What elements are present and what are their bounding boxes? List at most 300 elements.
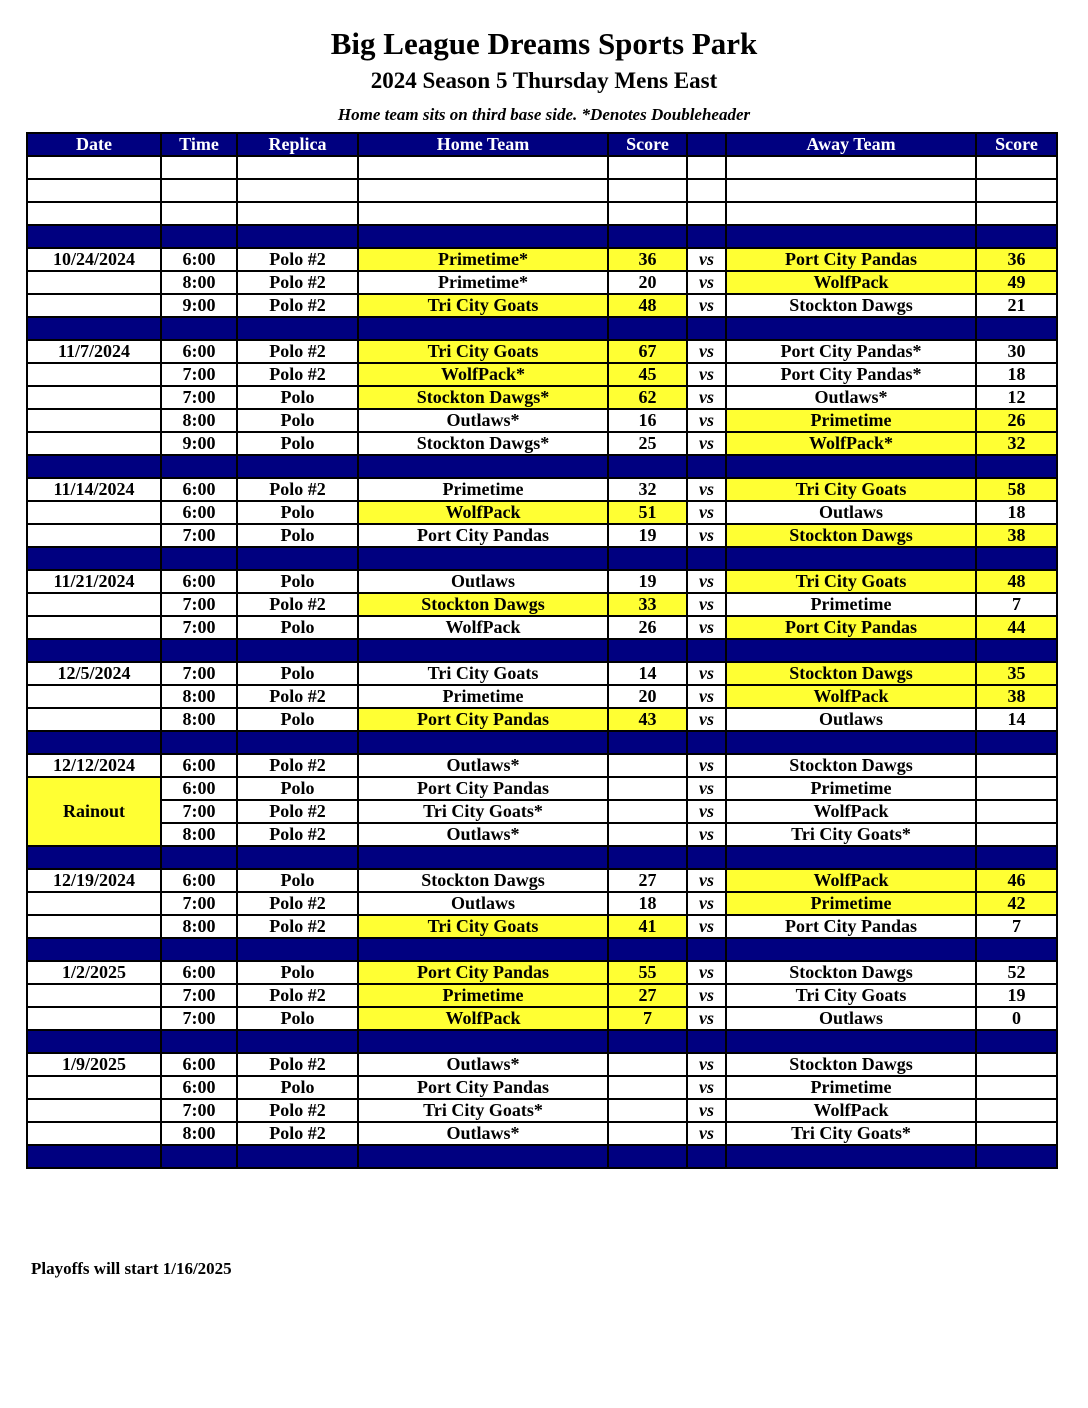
home-team-cell: Stockton Dawgs*: [358, 386, 608, 409]
blank-row: [27, 179, 1057, 202]
separator-cell: [608, 455, 687, 478]
vs-cell: vs: [687, 340, 726, 363]
away-team-cell: Primetime: [726, 593, 976, 616]
separator-cell: [358, 547, 608, 570]
game-row: [27, 800, 1057, 823]
vs-cell: vs: [687, 524, 726, 547]
away-score-cell: 46: [976, 869, 1057, 892]
game-row: [27, 409, 1057, 432]
home-score-cell: 26: [608, 616, 687, 639]
header-row: [27, 133, 1057, 156]
home-team-cell: Outlaws: [358, 570, 608, 593]
separator-cell: [687, 455, 726, 478]
game-row: [27, 915, 1057, 938]
date-cell: [27, 616, 161, 639]
week-separator-row: [27, 938, 1057, 961]
home-team-cell: WolfPack: [358, 616, 608, 639]
vs-cell: vs: [687, 800, 726, 823]
away-team-cell: Tri City Goats*: [726, 823, 976, 846]
home-team-cell: Primetime: [358, 478, 608, 501]
time-cell: 8:00: [161, 409, 237, 432]
away-team-cell: Port City Pandas: [726, 616, 976, 639]
separator-cell: [726, 846, 976, 869]
game-row: [27, 570, 1057, 593]
home-team-cell: Primetime: [358, 984, 608, 1007]
away-team-cell: WolfPack: [726, 271, 976, 294]
separator-cell: [237, 317, 358, 340]
separator-cell: [976, 1145, 1057, 1168]
week-separator-row: [27, 225, 1057, 248]
away-team-cell: WolfPack: [726, 869, 976, 892]
home-score-cell: [608, 1122, 687, 1145]
week-separator-row: [27, 547, 1057, 570]
game-row: [27, 984, 1057, 1007]
empty-cell: [358, 202, 608, 225]
home-score-cell: 45: [608, 363, 687, 386]
game-row: [27, 1053, 1057, 1076]
separator-cell: [976, 639, 1057, 662]
home-team-cell: Tri City Goats*: [358, 800, 608, 823]
separator-cell: [237, 225, 358, 248]
separator-cell: [358, 1145, 608, 1168]
separator-cell: [27, 547, 161, 570]
home-score-cell: 51: [608, 501, 687, 524]
away-team-cell: Port City Pandas*: [726, 363, 976, 386]
week-separator-row: [27, 317, 1057, 340]
separator-cell: [608, 547, 687, 570]
time-cell: 7:00: [161, 662, 237, 685]
away-team-cell: Stockton Dawgs: [726, 294, 976, 317]
empty-cell: [27, 202, 161, 225]
away-score-cell: [976, 800, 1057, 823]
game-row: [27, 1099, 1057, 1122]
replica-cell: Polo: [237, 662, 358, 685]
time-cell: 6:00: [161, 961, 237, 984]
away-score-cell: [976, 777, 1057, 800]
away-score-cell: 35: [976, 662, 1057, 685]
separator-cell: [608, 1145, 687, 1168]
replica-cell: Polo #2: [237, 363, 358, 386]
away-score-cell: 14: [976, 708, 1057, 731]
empty-cell: [237, 202, 358, 225]
away-score-cell: [976, 1099, 1057, 1122]
empty-cell: [726, 156, 976, 179]
vs-cell: vs: [687, 823, 726, 846]
replica-cell: Polo: [237, 869, 358, 892]
away-team-cell: Outlaws*: [726, 386, 976, 409]
vs-cell: vs: [687, 708, 726, 731]
separator-cell: [608, 639, 687, 662]
home-team-cell: Port City Pandas: [358, 777, 608, 800]
time-cell: 8:00: [161, 823, 237, 846]
time-cell: 6:00: [161, 869, 237, 892]
date-cell: [27, 271, 161, 294]
home-score-cell: 48: [608, 294, 687, 317]
week-separator-row: [27, 639, 1057, 662]
away-score-cell: 38: [976, 524, 1057, 547]
empty-cell: [237, 156, 358, 179]
home-score-cell: 55: [608, 961, 687, 984]
replica-cell: Polo: [237, 1076, 358, 1099]
home-team-cell: Stockton Dawgs: [358, 593, 608, 616]
game-row: [27, 501, 1057, 524]
away-team-cell: Primetime: [726, 777, 976, 800]
replica-cell: Polo #2: [237, 892, 358, 915]
home-score-cell: 33: [608, 593, 687, 616]
vs-cell: vs: [687, 984, 726, 1007]
separator-cell: [27, 1145, 161, 1168]
game-row: [27, 777, 1057, 800]
vs-cell: vs: [687, 961, 726, 984]
replica-cell: Polo #2: [237, 478, 358, 501]
week-separator-row: [27, 1145, 1057, 1168]
replica-cell: Polo: [237, 524, 358, 547]
away-team-cell: Stockton Dawgs: [726, 754, 976, 777]
blank-row: [27, 156, 1057, 179]
col-header-away-team: Away Team: [726, 133, 976, 156]
home-team-cell: WolfPack: [358, 501, 608, 524]
time-cell: 8:00: [161, 1122, 237, 1145]
separator-cell: [687, 547, 726, 570]
away-score-cell: [976, 1053, 1057, 1076]
vs-cell: vs: [687, 478, 726, 501]
empty-cell: [608, 156, 687, 179]
vs-cell: vs: [687, 570, 726, 593]
away-score-cell: 12: [976, 386, 1057, 409]
date-cell: 10/24/2024: [27, 248, 161, 271]
home-team-cell: Tri City Goats: [358, 294, 608, 317]
date-cell: [27, 984, 161, 1007]
home-score-cell: 16: [608, 409, 687, 432]
home-score-cell: [608, 777, 687, 800]
time-cell: 6:00: [161, 248, 237, 271]
date-cell: [27, 708, 161, 731]
col-header-replica: Replica: [237, 133, 358, 156]
replica-cell: Polo #2: [237, 340, 358, 363]
time-cell: 7:00: [161, 892, 237, 915]
date-cell: [27, 501, 161, 524]
replica-cell: Polo: [237, 501, 358, 524]
home-team-cell: Port City Pandas: [358, 961, 608, 984]
separator-cell: [976, 225, 1057, 248]
separator-cell: [608, 317, 687, 340]
empty-cell: [161, 202, 237, 225]
separator-cell: [358, 938, 608, 961]
separator-cell: [687, 639, 726, 662]
date-cell: [27, 432, 161, 455]
replica-cell: Polo: [237, 961, 358, 984]
home-score-cell: 36: [608, 248, 687, 271]
date-cell: 1/9/2025: [27, 1053, 161, 1076]
separator-cell: [161, 317, 237, 340]
time-cell: 8:00: [161, 271, 237, 294]
date-cell: [27, 409, 161, 432]
col-header-home-score: Score: [608, 133, 687, 156]
vs-cell: vs: [687, 386, 726, 409]
vs-cell: vs: [687, 1053, 726, 1076]
vs-cell: vs: [687, 616, 726, 639]
week-separator-row: [27, 846, 1057, 869]
game-row: [27, 708, 1057, 731]
home-team-cell: Outlaws*: [358, 409, 608, 432]
time-cell: 7:00: [161, 363, 237, 386]
vs-cell: vs: [687, 1099, 726, 1122]
empty-cell: [608, 202, 687, 225]
separator-cell: [976, 317, 1057, 340]
date-cell: [27, 1099, 161, 1122]
home-team-cell: Port City Pandas: [358, 708, 608, 731]
game-row: [27, 754, 1057, 777]
away-team-cell: Primetime: [726, 409, 976, 432]
separator-cell: [358, 639, 608, 662]
home-team-cell: Tri City Goats: [358, 915, 608, 938]
time-cell: 6:00: [161, 340, 237, 363]
away-team-cell: Primetime: [726, 1076, 976, 1099]
away-team-cell: Tri City Goats: [726, 984, 976, 1007]
home-score-cell: 19: [608, 570, 687, 593]
away-score-cell: 18: [976, 363, 1057, 386]
away-team-cell: Stockton Dawgs: [726, 1053, 976, 1076]
separator-cell: [161, 639, 237, 662]
rainout-cell: Rainout: [27, 777, 161, 846]
away-score-cell: [976, 754, 1057, 777]
home-score-cell: [608, 1053, 687, 1076]
date-cell: [27, 1007, 161, 1030]
separator-cell: [161, 455, 237, 478]
replica-cell: Polo #2: [237, 294, 358, 317]
page-title: Big League Dreams Sports Park: [330, 26, 758, 61]
replica-cell: Polo #2: [237, 800, 358, 823]
home-team-cell: WolfPack*: [358, 363, 608, 386]
date-cell: 11/14/2024: [27, 478, 161, 501]
separator-cell: [27, 938, 161, 961]
separator-cell: [237, 1030, 358, 1053]
time-cell: 7:00: [161, 386, 237, 409]
empty-cell: [161, 179, 237, 202]
game-row: [27, 271, 1057, 294]
away-score-cell: 52: [976, 961, 1057, 984]
separator-cell: [237, 455, 358, 478]
time-cell: 6:00: [161, 1076, 237, 1099]
game-row: [27, 1007, 1057, 1030]
col-header-home-team: Home Team: [358, 133, 608, 156]
separator-cell: [726, 317, 976, 340]
date-cell: 1/2/2025: [27, 961, 161, 984]
game-row: [27, 1076, 1057, 1099]
date-cell: [27, 915, 161, 938]
separator-cell: [726, 1145, 976, 1168]
time-cell: 9:00: [161, 294, 237, 317]
home-score-cell: 18: [608, 892, 687, 915]
game-row: [27, 386, 1057, 409]
separator-cell: [687, 225, 726, 248]
separator-cell: [358, 731, 608, 754]
replica-cell: Polo: [237, 1007, 358, 1030]
game-row: [27, 892, 1057, 915]
separator-cell: [726, 455, 976, 478]
home-score-cell: 67: [608, 340, 687, 363]
time-cell: 7:00: [161, 593, 237, 616]
away-team-cell: WolfPack*: [726, 432, 976, 455]
replica-cell: Polo: [237, 386, 358, 409]
separator-cell: [726, 639, 976, 662]
col-header-time: Time: [161, 133, 237, 156]
separator-cell: [726, 1030, 976, 1053]
home-team-cell: Tri City Goats: [358, 340, 608, 363]
away-score-cell: 58: [976, 478, 1057, 501]
col-header-away-score: Score: [976, 133, 1057, 156]
away-score-cell: 7: [976, 593, 1057, 616]
home-team-cell: Outlaws*: [358, 1053, 608, 1076]
empty-cell: [161, 156, 237, 179]
replica-cell: Polo #2: [237, 1099, 358, 1122]
separator-cell: [237, 639, 358, 662]
vs-cell: vs: [687, 777, 726, 800]
away-score-cell: 48: [976, 570, 1057, 593]
away-score-cell: 19: [976, 984, 1057, 1007]
separator-cell: [687, 1030, 726, 1053]
date-cell: 11/21/2024: [27, 570, 161, 593]
time-cell: 7:00: [161, 524, 237, 547]
home-team-cell: Tri City Goats*: [358, 1099, 608, 1122]
time-cell: 7:00: [161, 616, 237, 639]
separator-cell: [976, 846, 1057, 869]
home-score-cell: 43: [608, 708, 687, 731]
empty-cell: [687, 202, 726, 225]
vs-cell: vs: [687, 363, 726, 386]
date-cell: 12/19/2024: [27, 869, 161, 892]
replica-cell: Polo #2: [237, 754, 358, 777]
separator-cell: [237, 846, 358, 869]
separator-cell: [608, 1030, 687, 1053]
home-score-cell: [608, 1076, 687, 1099]
separator-cell: [237, 938, 358, 961]
away-score-cell: 30: [976, 340, 1057, 363]
vs-cell: vs: [687, 915, 726, 938]
game-row: [27, 524, 1057, 547]
replica-cell: Polo: [237, 616, 358, 639]
replica-cell: Polo: [237, 708, 358, 731]
separator-cell: [726, 731, 976, 754]
home-team-cell: Outlaws*: [358, 823, 608, 846]
replica-cell: Polo #2: [237, 1122, 358, 1145]
empty-cell: [726, 202, 976, 225]
empty-cell: [27, 179, 161, 202]
away-score-cell: 36: [976, 248, 1057, 271]
time-cell: 7:00: [161, 1007, 237, 1030]
vs-cell: vs: [687, 1076, 726, 1099]
separator-cell: [687, 317, 726, 340]
separator-cell: [27, 317, 161, 340]
separator-cell: [358, 455, 608, 478]
empty-cell: [687, 179, 726, 202]
separator-cell: [976, 455, 1057, 478]
away-team-cell: Stockton Dawgs: [726, 961, 976, 984]
separator-cell: [608, 846, 687, 869]
separator-cell: [237, 547, 358, 570]
empty-cell: [687, 156, 726, 179]
col-header-date: Date: [27, 133, 161, 156]
date-cell: [27, 593, 161, 616]
separator-cell: [161, 547, 237, 570]
vs-cell: vs: [687, 294, 726, 317]
vs-cell: vs: [687, 593, 726, 616]
empty-cell: [976, 156, 1057, 179]
time-cell: 6:00: [161, 754, 237, 777]
home-score-cell: 27: [608, 869, 687, 892]
separator-cell: [237, 1145, 358, 1168]
away-team-cell: Tri City Goats: [726, 570, 976, 593]
vs-cell: vs: [687, 892, 726, 915]
vs-cell: vs: [687, 754, 726, 777]
date-cell: [27, 524, 161, 547]
time-cell: 6:00: [161, 478, 237, 501]
separator-cell: [976, 938, 1057, 961]
separator-cell: [27, 455, 161, 478]
home-score-cell: 25: [608, 432, 687, 455]
separator-cell: [726, 547, 976, 570]
separator-cell: [976, 1030, 1057, 1053]
home-score-cell: 14: [608, 662, 687, 685]
separator-cell: [976, 731, 1057, 754]
home-team-cell: Outlaws*: [358, 754, 608, 777]
game-row: [27, 294, 1057, 317]
home-score-cell: 41: [608, 915, 687, 938]
away-team-cell: Port City Pandas: [726, 248, 976, 271]
vs-cell: vs: [687, 869, 726, 892]
game-row: [27, 662, 1057, 685]
empty-cell: [237, 179, 358, 202]
time-cell: 8:00: [161, 708, 237, 731]
separator-cell: [358, 317, 608, 340]
game-row: [27, 616, 1057, 639]
vs-cell: vs: [687, 409, 726, 432]
replica-cell: Polo: [237, 777, 358, 800]
separator-cell: [161, 1145, 237, 1168]
vs-cell: vs: [687, 662, 726, 685]
separator-cell: [27, 731, 161, 754]
game-row: [27, 593, 1057, 616]
away-score-cell: [976, 823, 1057, 846]
away-team-cell: WolfPack: [726, 1099, 976, 1122]
separator-cell: [358, 1030, 608, 1053]
home-score-cell: 20: [608, 685, 687, 708]
home-team-cell: Port City Pandas: [358, 524, 608, 547]
separator-cell: [726, 938, 976, 961]
home-score-cell: [608, 754, 687, 777]
away-team-cell: Stockton Dawgs: [726, 524, 976, 547]
away-team-cell: WolfPack: [726, 800, 976, 823]
time-cell: 7:00: [161, 1099, 237, 1122]
replica-cell: Polo #2: [237, 593, 358, 616]
footer-note: Playoffs will start 1/16/2025: [31, 1259, 232, 1278]
empty-cell: [976, 179, 1057, 202]
empty-cell: [358, 179, 608, 202]
schedule-table: [26, 132, 1058, 1169]
replica-cell: Polo #2: [237, 271, 358, 294]
time-cell: 8:00: [161, 685, 237, 708]
time-cell: 7:00: [161, 800, 237, 823]
home-score-cell: [608, 800, 687, 823]
away-score-cell: [976, 1076, 1057, 1099]
separator-cell: [27, 1030, 161, 1053]
home-score-cell: 19: [608, 524, 687, 547]
empty-cell: [358, 156, 608, 179]
home-score-cell: 27: [608, 984, 687, 1007]
date-cell: 12/12/2024: [27, 754, 161, 777]
time-cell: 9:00: [161, 432, 237, 455]
home-score-cell: [608, 823, 687, 846]
